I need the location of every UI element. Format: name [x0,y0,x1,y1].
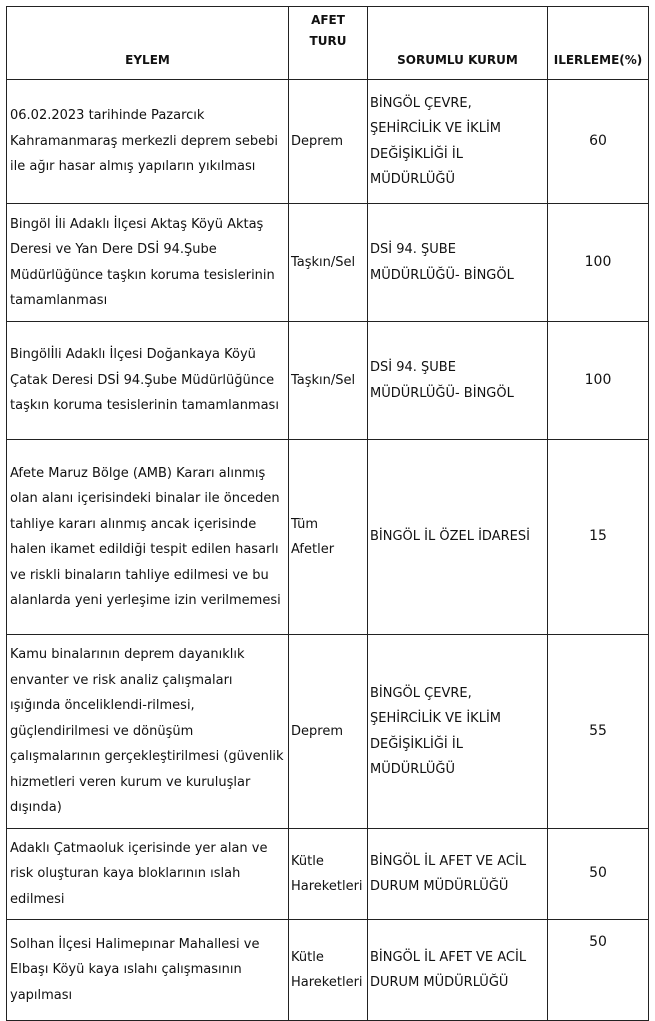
cell-disaster-type: Taşkın/Sel [289,322,368,440]
table-row [7,322,649,440]
cell-progress: 60 [548,80,649,204]
cell-progress: 100 [548,322,649,440]
cell-progress: 50 [548,920,649,1021]
cell-responsible-org: BİNGÖL ÇEVRE, ŞEHİRCİLİK VE İKLİM DEĞİŞİKLİĞİ İL MÜDÜRLÜĞÜ [368,635,548,829]
table-row [7,829,649,920]
header-progress: ILERLEME(%) [548,7,649,80]
table-row [7,204,649,322]
cell-responsible-org: DSİ 94. ŞUBE MÜDÜRLÜĞÜ- BİNGÖL [368,322,548,440]
cell-progress: 100 [548,204,649,322]
cell-action: Bingöl İli Adaklı İlçesi Aktaş Köyü Aktaş Deresi ve Yan Dere DSİ 94.Şube Müdürlüğünce taşkın koruma tesislerinin tamamlanması [7,204,289,322]
cell-action: Adaklı Çatmaoluk içerisinde yer alan ve risk oluşturan kaya bloklarının ıslah edilmesi [7,829,289,920]
table-row [7,920,649,1021]
table-row [7,635,649,829]
cell-responsible-org: BİNGÖL İL AFET VE ACİL DURUM MÜDÜRLÜĞÜ [368,920,548,1021]
cell-disaster-type: Tüm Afetler [289,440,368,635]
cell-disaster-type: Deprem [289,80,368,204]
cell-action: Afete Maruz Bölge (AMB) Kararı alınmış olan alanı içerisindeki binalar ile önceden tahliye kararı alınmış ancak içerisinde halen ikamet edildiği tespit edilen hasarlı ve riskli binaların tahliye edilmesi ve bu alanlarda yeni yerleşime izin verilmemesi [7,440,289,635]
cell-action: Bingölİli Adaklı İlçesi Doğankaya Köyü Çatak Deresi DSİ 94.Şube Müdürlüğünce taşkın koruma tesislerinin tamamlanması [7,322,289,440]
cell-responsible-org: BİNGÖL ÇEVRE, ŞEHİRCİLİK VE İKLİM DEĞİŞİKLİĞİ İL MÜDÜRLÜĞÜ [368,80,548,204]
cell-disaster-type: Taşkın/Sel [289,204,368,322]
cell-disaster-type: Kütle Hareketleri [289,829,368,920]
table-row [7,80,649,204]
header-row [7,7,649,80]
cell-disaster-type: Deprem [289,635,368,829]
cell-responsible-org: BİNGÖL İL AFET VE ACİL DURUM MÜDÜRLÜĞÜ [368,829,548,920]
cell-action: 06.02.2023 tarihinde Pazarcık Kahramanmaraş merkezli deprem sebebi ile ağır hasar almış yapıların yıkılması [7,80,289,204]
cell-disaster-type: Kütle Hareketleri [289,920,368,1021]
cell-action: Solhan İlçesi Halimepınar Mahallesi ve Elbaşı Köyü kaya ıslahı çalışmasının yapılması [7,920,289,1021]
header-type-line2: TURU [309,34,347,48]
cell-responsible-org: DSİ 94. ŞUBE MÜDÜRLÜĞÜ- BİNGÖL [368,204,548,322]
header-action: EYLEM [7,7,289,80]
table-row [7,440,649,635]
header-type-line1: AFET [311,13,345,27]
action-plan-table [6,6,649,1021]
cell-progress: 15 [548,440,649,635]
cell-progress: 50 [548,829,649,920]
cell-progress: 55 [548,635,649,829]
cell-action: Kamu binalarının deprem dayanıklık envanter ve risk analiz çalışmaları ışığında önceliklendi-rilmesi, güçlendirilmesi ve dönüşüm çalışmalarının gerçekleştirilmesi (güvenlik hizmetleri veren kurum ve kuruluşlar dışında) [7,635,289,829]
header-responsible-org: SORUMLU KURUM [368,7,548,80]
header-disaster-type [289,7,368,80]
cell-responsible-org: BİNGÖL İL ÖZEL İDARESİ [368,440,548,635]
